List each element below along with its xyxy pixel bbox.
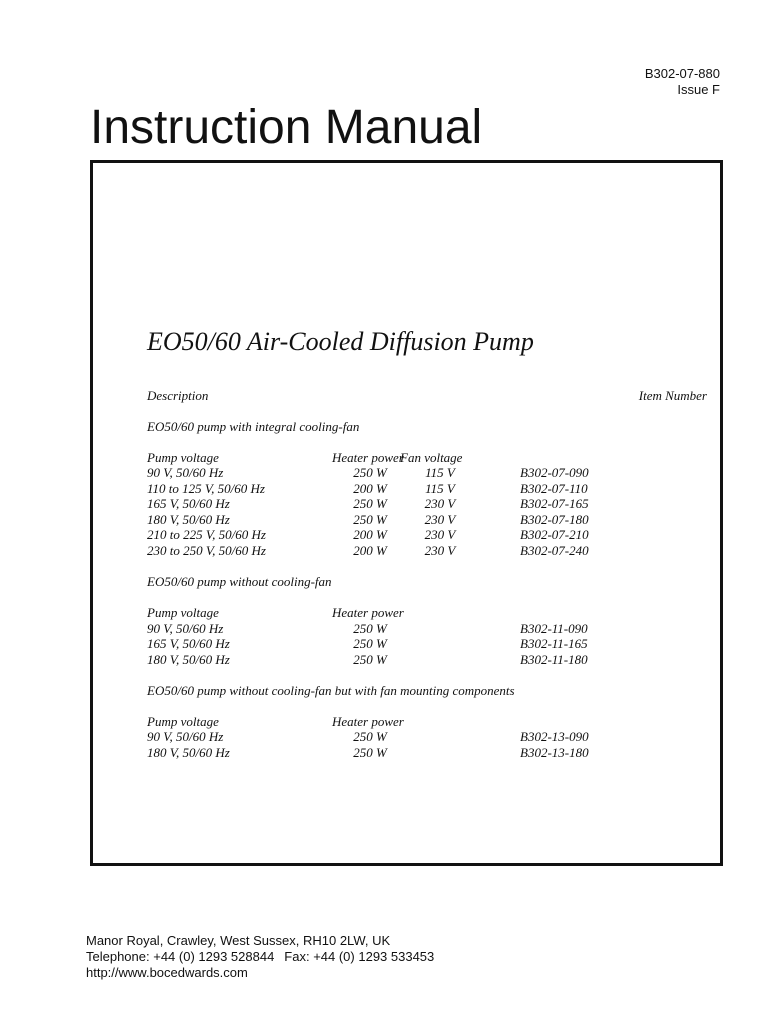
group-heading: EO50/60 pump without cooling-fan <box>147 574 332 589</box>
table-row: 90 V, 50/60 Hz 250 W 115 V B302-07-090 <box>147 465 589 480</box>
table-row: 180 V, 50/60 Hz 250 W 230 V B302-07-180 <box>147 512 589 527</box>
footer-website-link[interactable]: http://www.bocedwards.com <box>86 965 248 980</box>
pump-voltage-header: Pump voltage <box>147 605 219 620</box>
fan-voltage-header: Fan voltage <box>400 450 463 465</box>
pump-voltage-header: Pump voltage <box>147 450 219 465</box>
footer-fax: Fax: +44 (0) 1293 533453 <box>284 949 435 964</box>
issue-label: Issue F <box>677 82 720 97</box>
footer-contact <box>86 933 434 981</box>
table-row: 110 to 125 V, 50/60 Hz 200 W 115 V B302-07-110 <box>147 481 588 496</box>
column-header-row <box>147 450 707 466</box>
document-number-block <box>645 66 720 98</box>
table-row: 165 V, 50/60 Hz 250 W B302-11-165 <box>147 636 588 651</box>
table-row: 165 V, 50/60 Hz 250 W 230 V B302-07-165 <box>147 496 589 511</box>
table-row: 90 V, 50/60 Hz 250 W B302-11-090 <box>147 621 588 636</box>
footer-phone-line <box>86 949 434 965</box>
document-number: B302-07-880 <box>644 66 720 81</box>
table-row: 180 V, 50/60 Hz 250 W B302-13-180 <box>147 745 589 760</box>
footer-telephone: Telephone: +44 (0) 1293 528844 <box>86 949 275 964</box>
cover-box <box>90 160 723 866</box>
heater-power-header: Heater power <box>332 450 404 465</box>
description-header-row <box>147 388 707 404</box>
column-header-row <box>147 714 707 730</box>
description-label: Description <box>147 388 209 403</box>
table-row: 90 V, 50/60 Hz 250 W B302-13-090 <box>147 729 589 744</box>
group-heading: EO50/60 pump without cooling-fan but with fan mounting components <box>147 683 515 698</box>
heater-power-header: Heater power <box>332 714 404 729</box>
manual-title: Instruction Manual <box>90 101 483 154</box>
table-row: 210 to 225 V, 50/60 Hz 200 W 230 V B302-07-210 <box>147 527 589 542</box>
product-title: EO50/60 Air-Cooled Diffusion Pump <box>147 327 534 356</box>
column-header-row <box>147 605 707 621</box>
table-row: 230 to 250 V, 50/60 Hz 200 W 230 V B302-07-240 <box>147 543 589 558</box>
group-heading: EO50/60 pump with integral cooling-fan <box>147 419 360 434</box>
footer-address: Manor Royal, Crawley, West Sussex, RH10 2LW, UK <box>86 933 391 948</box>
pump-voltage-header: Pump voltage <box>147 714 219 729</box>
heater-power-header: Heater power <box>332 605 404 620</box>
table-row: 180 V, 50/60 Hz 250 W B302-11-180 <box>147 652 588 667</box>
item-number-label: Item Number <box>638 388 707 403</box>
